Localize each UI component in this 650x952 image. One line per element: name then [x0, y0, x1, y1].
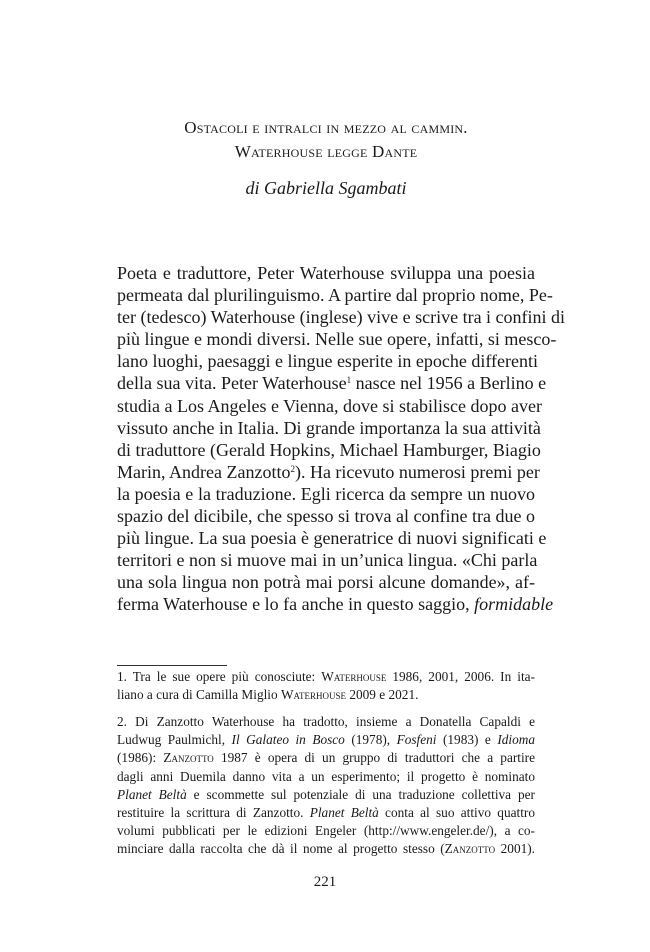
- footnote-line: [117, 731, 535, 749]
- footnote-ref-2[interactable]: 2: [290, 463, 295, 474]
- body-line: studia a Los Angeles e Vienna, dove si stabilisce dopo aver: [117, 395, 542, 416]
- footnote-text: conta al suo attivo quattro: [378, 805, 535, 821]
- author-ref: Waterhouse: [321, 669, 387, 684]
- footnote-text: liano a cura di Camilla Miglio: [117, 687, 281, 703]
- body-line: permeata dal plurilinguismo. A partire dal proprio nome, Pe-: [117, 285, 553, 306]
- author-byline: di Gabriella Sgambati: [245, 178, 407, 198]
- body-text: nasce nel 1956 a Berlino e: [351, 373, 547, 394]
- footnote-line: [117, 786, 535, 804]
- page-number: 221: [313, 874, 337, 890]
- footnote-text: 1. Tra le sue opere più conosciute:: [117, 669, 322, 684]
- body-line: spazio del dicibile, che spesso si trova al confine tra due o: [117, 506, 535, 527]
- footnote-line: [117, 840, 535, 858]
- footnote-2: [117, 713, 535, 859]
- body-line: Poeta e traduttore, Peter Waterhouse sviluppa una poesia: [117, 263, 535, 283]
- body-line: territori e non si muove mai in un’unica lingua. «Chi parla: [117, 550, 538, 571]
- body-italic-text: formidable: [474, 594, 554, 615]
- body-text: ferma Waterhouse e lo fa anche in questo saggio,: [117, 594, 470, 615]
- body-line: una sola lingua non potrà mai porsi alcune domande», af-: [117, 572, 535, 593]
- footnote-line: [117, 668, 535, 686]
- body-line: [117, 593, 554, 615]
- footnote-separator: [117, 665, 227, 666]
- body-line: vissuto anche in Italia. Di grande importanza la sua attività: [117, 417, 541, 438]
- body-text: della sua vita. Peter Waterhouse: [117, 373, 347, 394]
- footnote-ref-1[interactable]: 1: [346, 375, 352, 386]
- work-title: Planet Beltà: [309, 805, 379, 821]
- work-title: Planet Beltà: [117, 786, 187, 802]
- body-line: [117, 372, 547, 394]
- footnote-line: [117, 749, 535, 767]
- footnote-text: (1978),: [344, 732, 397, 748]
- body-line: la poesia e la traduzione. Egli ricerca da sempre un nuovo: [117, 483, 535, 504]
- body-text: ). Ha ricevuto numerosi premi per: [294, 461, 540, 482]
- footnote-text: (1986):: [117, 750, 164, 766]
- work-title: Idioma: [497, 732, 535, 748]
- footnote-text: Ludwug Paulmichl,: [117, 732, 232, 748]
- body-line: ter (tedesco) Waterhouse (inglese) vive e scrive tra i confini di: [117, 307, 566, 328]
- body-line: [117, 461, 540, 483]
- chapter-title: [116, 116, 536, 164]
- footnote-text: restituire la scrittura di Zanzotto.: [117, 805, 310, 821]
- work-title: Fosfeni: [396, 732, 437, 748]
- body-text: Marin, Andrea Zanzotto: [117, 461, 291, 482]
- footnote-line: [117, 686, 535, 704]
- body-line: più lingue e mondi diversi. Nelle sue opere, infatti, si mesco-: [117, 329, 557, 350]
- body-line: lano luoghi, paesaggi e lingue esperite in epoche differenti: [117, 351, 539, 372]
- author-ref: Waterhouse: [280, 687, 347, 703]
- body-line: di traduttore (Gerald Hopkins, Michael Hamburger, Biagio: [117, 439, 541, 460]
- footnote-text: 1986, 2001, 2006. In ita-: [386, 669, 536, 684]
- footnote-line: [117, 804, 535, 822]
- footnote-text: minciare dalla raccolta che dà il nome al progetto stesso (: [117, 841, 445, 857]
- footnote-text: e scommette sul potenziale di una traduzione collettiva per: [186, 786, 535, 802]
- author-ref: Zanzotto: [163, 750, 214, 766]
- footnote-text: 1987 è opera di un gruppo di traduttori che a partire: [213, 750, 535, 766]
- footnote-line: volumi pubblicati per le edizioni Engeler (http://www.engeler.de/), a co-: [117, 823, 535, 839]
- footnote-1: [117, 668, 535, 704]
- footnote-text: 2009 e 2021.: [346, 687, 419, 703]
- footnote-line: 2. Di Zanzotto Waterhouse ha tradotto, insieme a Donatella Capaldi e: [117, 714, 535, 729]
- body-line: più lingue. La sua poesia è generatrice di nuovi significati e: [117, 528, 547, 549]
- footnote-line: dagli anni Duemila danno vita a un esperimento; il progetto è nominato: [117, 768, 535, 784]
- work-title: Il Galateo in Bosco: [231, 732, 345, 748]
- body-paragraph: [117, 262, 566, 616]
- chapter-title-line-2: Waterhouse legge Dante: [234, 142, 418, 161]
- footnote-text: (1983) e: [436, 732, 498, 748]
- footnote-text: 2001).: [495, 841, 535, 857]
- chapter-title-line-1: Ostacoli e intralci in mezzo al cammin.: [184, 118, 468, 137]
- author-ref: Zanzotto: [444, 841, 496, 857]
